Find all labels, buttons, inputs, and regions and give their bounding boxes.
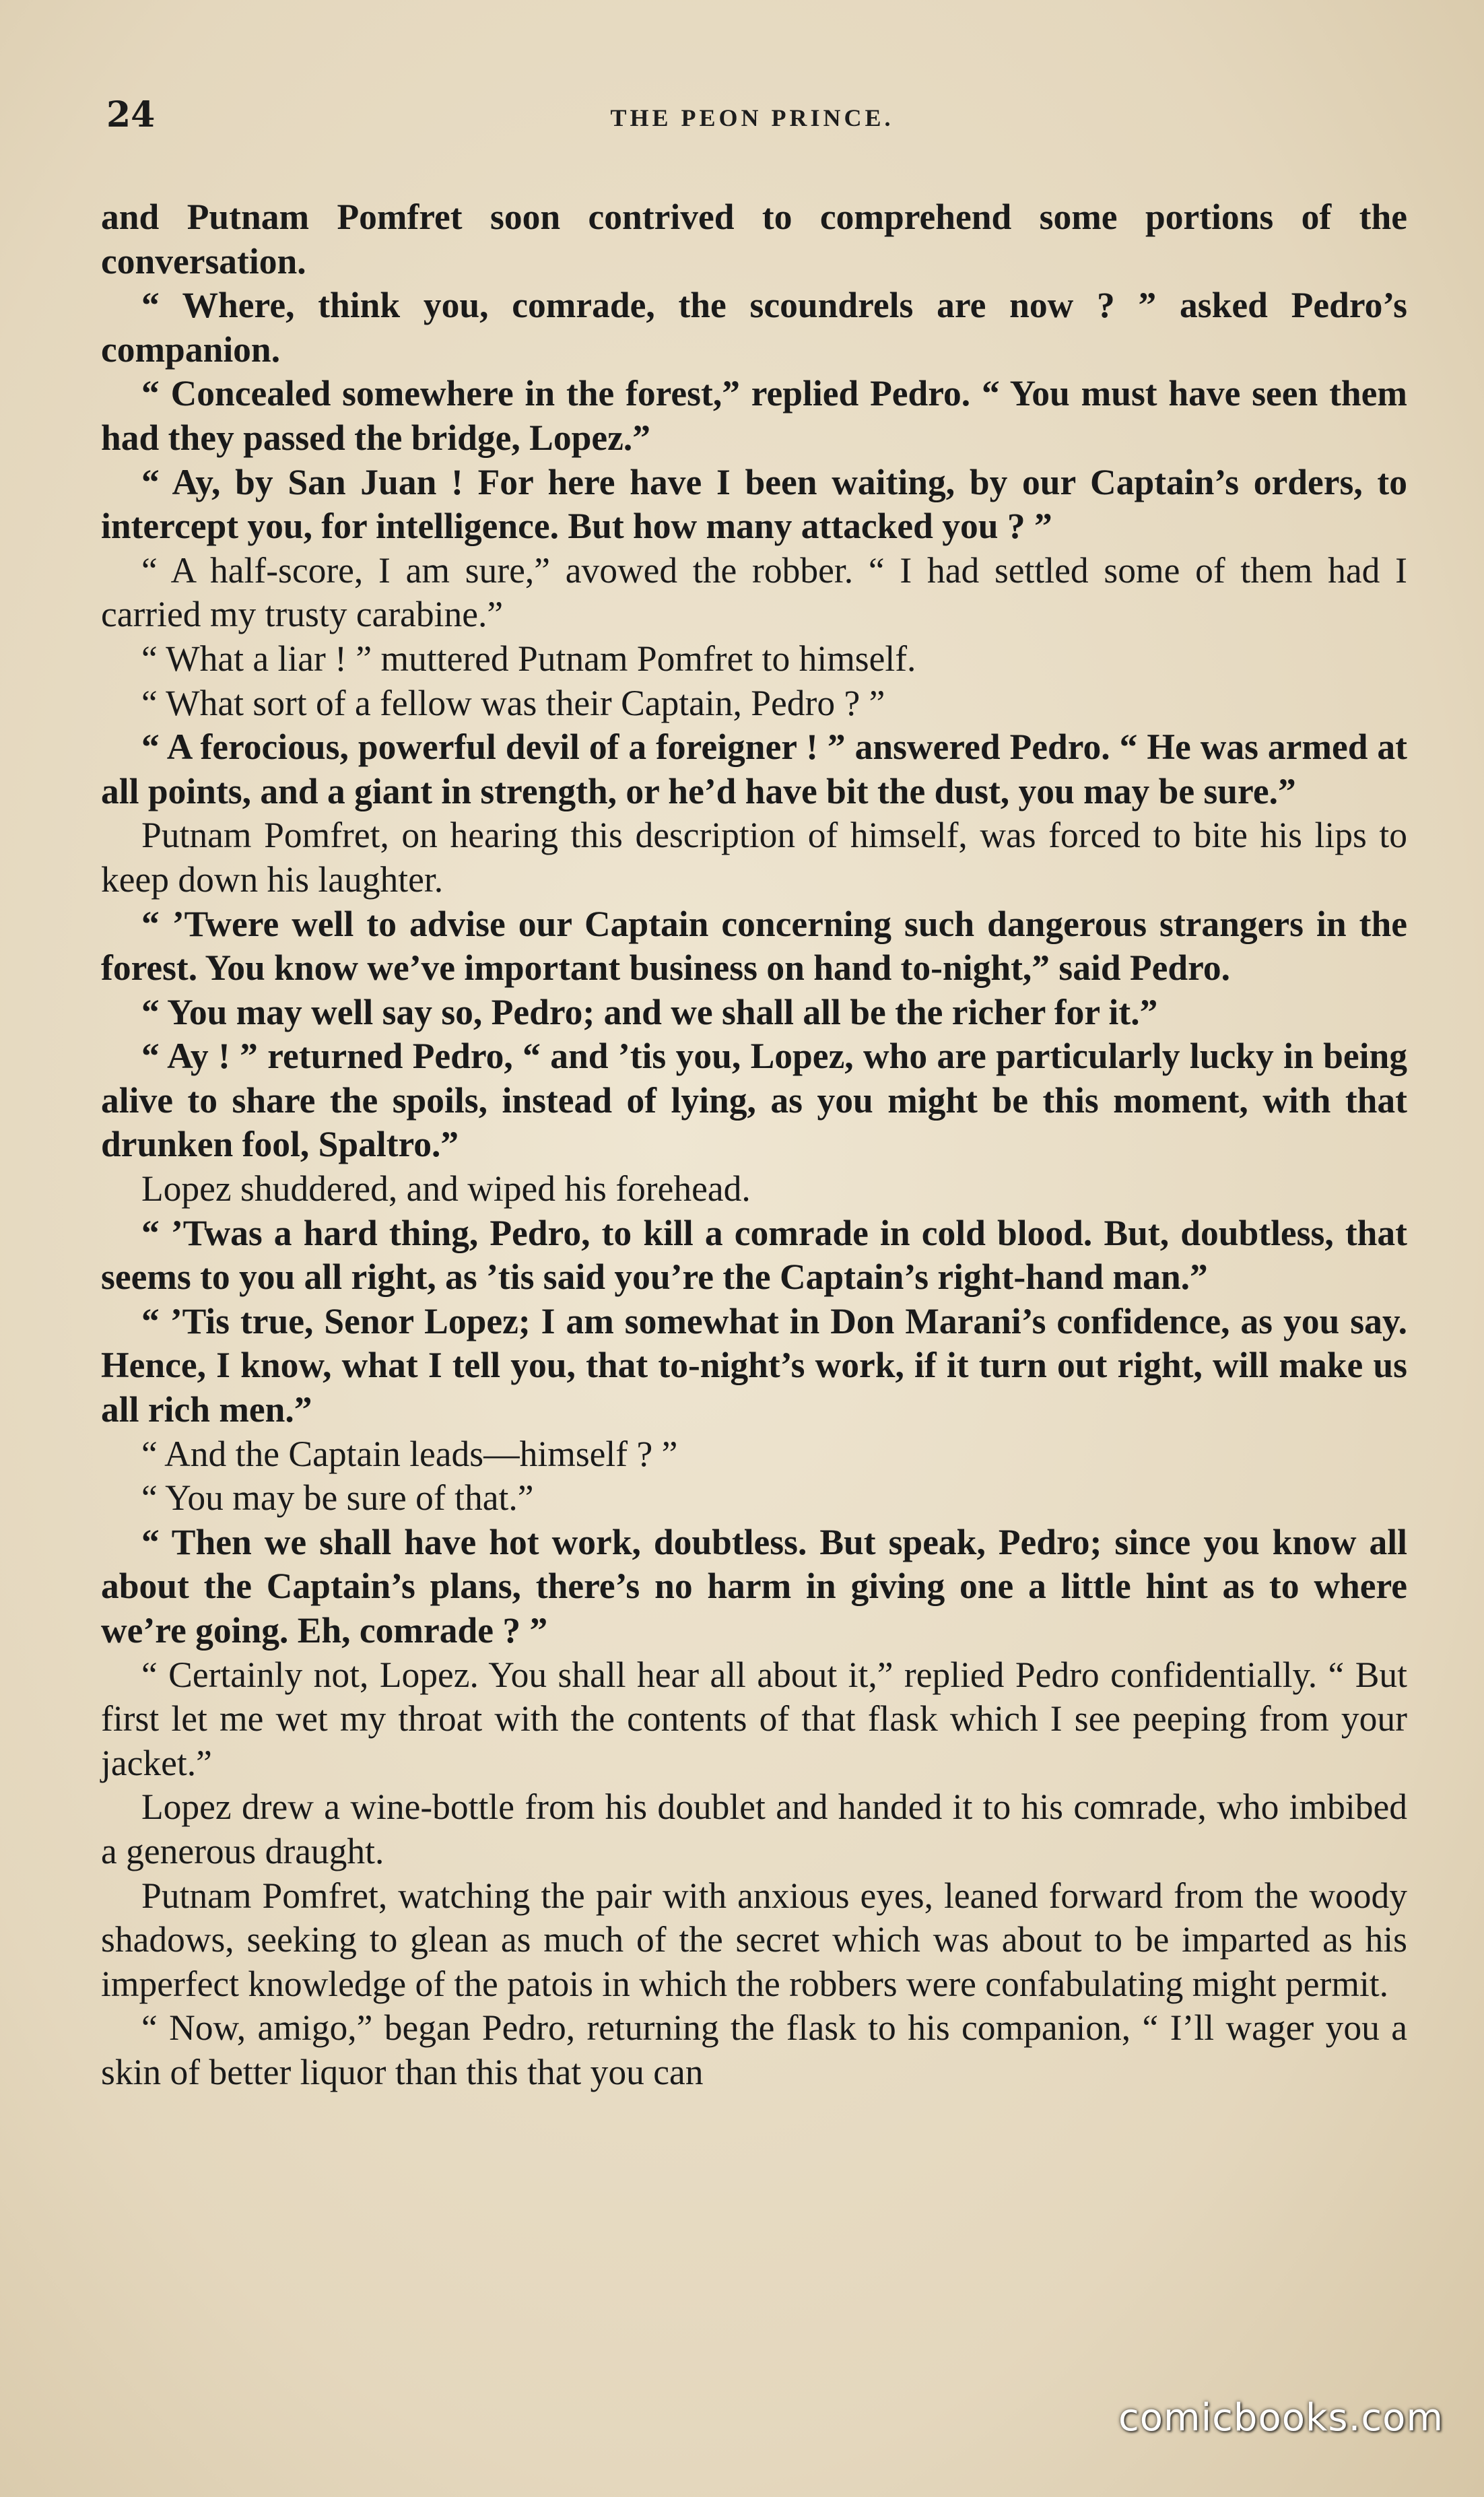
paragraph: “ What a liar ! ” muttered Putnam Pomfret to himself. [141, 638, 916, 679]
paragraph: Putnam Pomfret, on hearing this description of himself, was forced to bite his lips to keep down his laughter. [101, 815, 1407, 900]
paragraph: “ ’Tis true, Senor Lopez; I am somewhat in Don Marani’s confidence, as you say. Hence, I know, what I tell you, that to-night’s work, if it turn out right, will make us all rich men.” [101, 1300, 1407, 1430]
paragraph: “ Ay, by San Juan ! For here have I been waiting, by our Captain’s orders, to intercept you, for intelligence. But how many attacked you ? ” [101, 461, 1407, 547]
paragraph: “ Where, think you, comrade, the scoundrels are now ? ” asked Pedro’s companion. [101, 285, 1407, 370]
paragraph: “ Now, amigo,” began Pedro, returning the flask to his companion, “ I’ll wager you a skin of better liquor than this that you can [101, 2007, 1407, 2092]
paragraph: “ ’Twere well to advise our Captain concerning such dangerous strangers in the forest. You know we’ve important business on hand to-night,” said Pedro. [101, 903, 1407, 989]
paragraph: “ ’Twas a hard thing, Pedro, to kill a comrade in cold blood. But, doubtless, that seems to you all right, as ’tis said you’re the Captain’s right-hand man.” [101, 1212, 1407, 1298]
page-number: 24 [106, 94, 156, 135]
running-title: THE PEON PRINCE. [610, 104, 894, 131]
paragraph: “ Ay ! ” returned Pedro, “ and ’tis you, Lopez, who are particularly lucky in being alive to share the spoils, instead of lying, as you might be this moment, with that drunken fool, Spaltro.” [101, 1036, 1407, 1165]
page-header [101, 94, 1403, 141]
paragraph: “ Concealed somewhere in the forest,” replied Pedro. “ You must have seen them had they passed the bridge, Lopez.” [101, 373, 1407, 458]
paragraph: Putnam Pomfret, watching the pair with anxious eyes, leaned forward from the woody shadows, seeking to glean as much of the secret which was about to be imparted as his imperfect knowledge of the patois in which the robbers were confabulating might permit. [101, 1875, 1407, 2004]
paragraph: “ You may be sure of that.” [141, 1477, 534, 1519]
paragraph: “ You may well say so, Pedro; and we shall all be the richer for it.” [141, 991, 1158, 1032]
paragraph: “ Then we shall have hot work, doubtless. But speak, Pedro; since you know all about the Captain’s plans, there’s no harm in giving one a little hint as to where we’re going. Eh, comrade ? ” [101, 1521, 1407, 1651]
paragraph: “ What sort of a fellow was their Captain, Pedro ? ” [141, 682, 885, 723]
paragraph: and Putnam Pomfret soon contrived to comprehend some portions of the conversation. [101, 197, 1407, 281]
paragraph: Lopez drew a wine-bottle from his doublet and handed it to his comrade, who imbibed a generous draught. [101, 1787, 1407, 1871]
watermark: comicbooks.com [1118, 2396, 1444, 2440]
paragraph: “ And the Captain leads—himself ? ” [141, 1433, 678, 1474]
paragraph: Lopez shuddered, and wiped his forehead. [141, 1168, 751, 1209]
paragraph: “ A ferocious, powerful devil of a foreigner ! ” answered Pedro. “ He was armed at all points, and a giant in strength, or he’d have bit the dust, you may be sure.” [101, 727, 1407, 811]
paragraph: “ Certainly not, Lopez. You shall hear all about it,” replied Pedro confidentially. “ But first let me wet my throat with the contents of that flask which I see peeping from your jacket.” [101, 1654, 1407, 1783]
body-text [101, 195, 1407, 2095]
paragraph: “ A half-score, I am sure,” avowed the robber. “ I had settled some of them had I carried my trusty carabine.” [101, 550, 1407, 635]
